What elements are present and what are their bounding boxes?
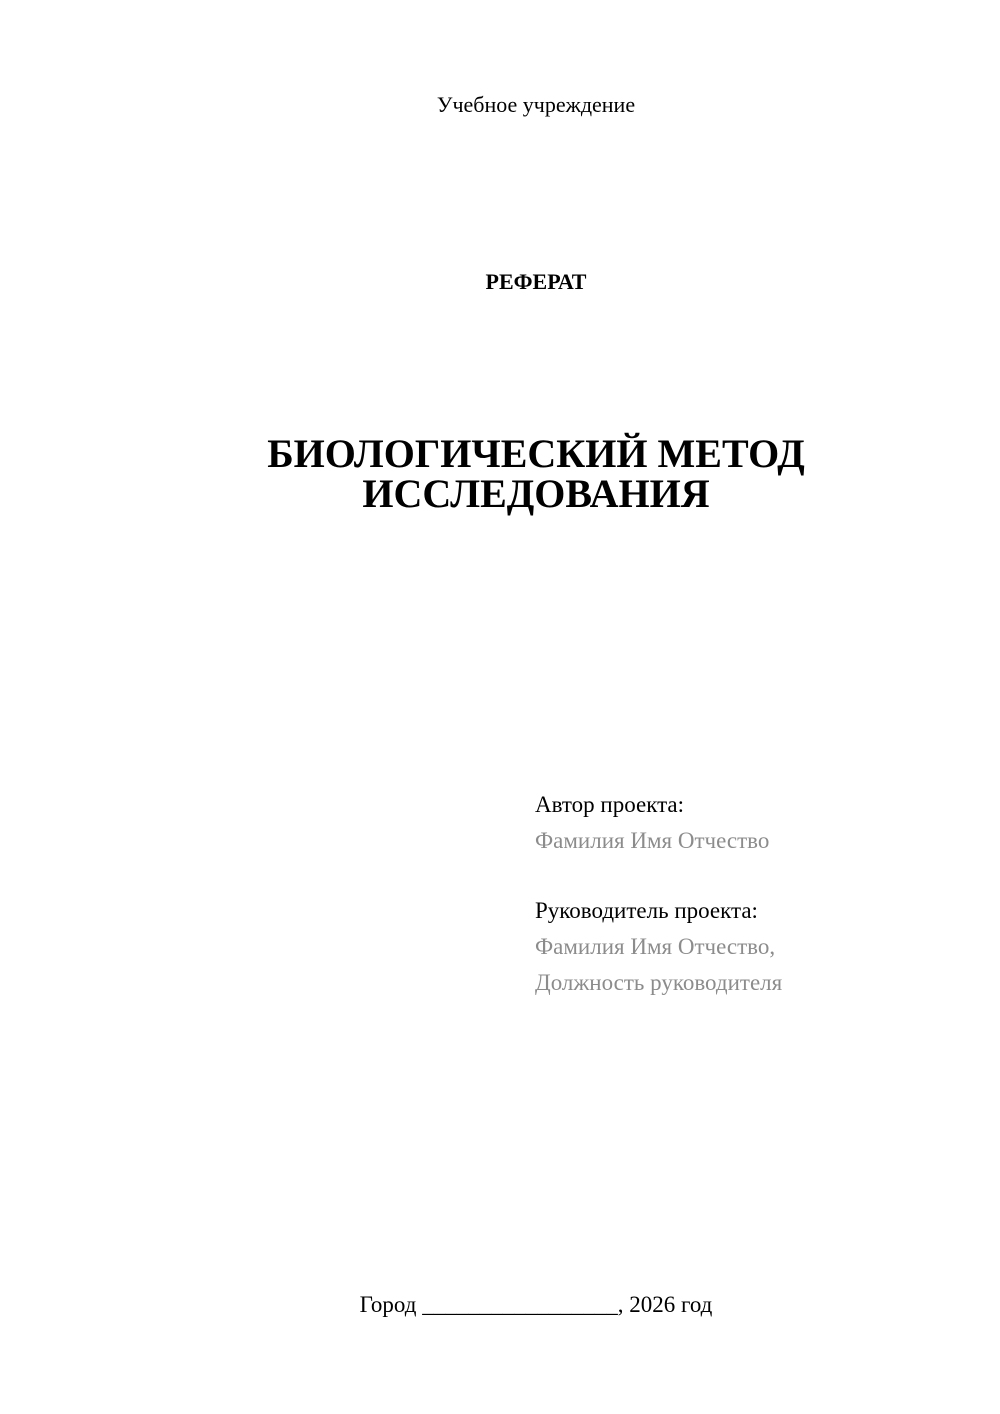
- author-label: Автор проекта:: [535, 792, 684, 817]
- supervisor-position: Должность руководителя: [535, 970, 783, 995]
- city-year-line: Город _________________, 2026 год: [359, 1292, 713, 1317]
- author-group: [535, 787, 782, 859]
- document-title-line-1: БИОЛОГИЧЕСКИЙ МЕТОД: [267, 431, 805, 476]
- supervisor-name: Фамилия Имя Отчество,: [535, 934, 776, 959]
- document-title-line-2: ИССЛЕДОВАНИЯ: [362, 471, 710, 516]
- author-name: Фамилия Имя Отчество: [535, 828, 770, 853]
- document-title: [0, 431, 1000, 516]
- supervisor-group: [535, 893, 782, 1001]
- institution-name: Учебное учреждение: [436, 92, 636, 117]
- supervisor-label: Руководитель проекта:: [535, 898, 758, 923]
- document-type: РЕФЕРАТ: [485, 269, 587, 294]
- project-info: [535, 787, 782, 1001]
